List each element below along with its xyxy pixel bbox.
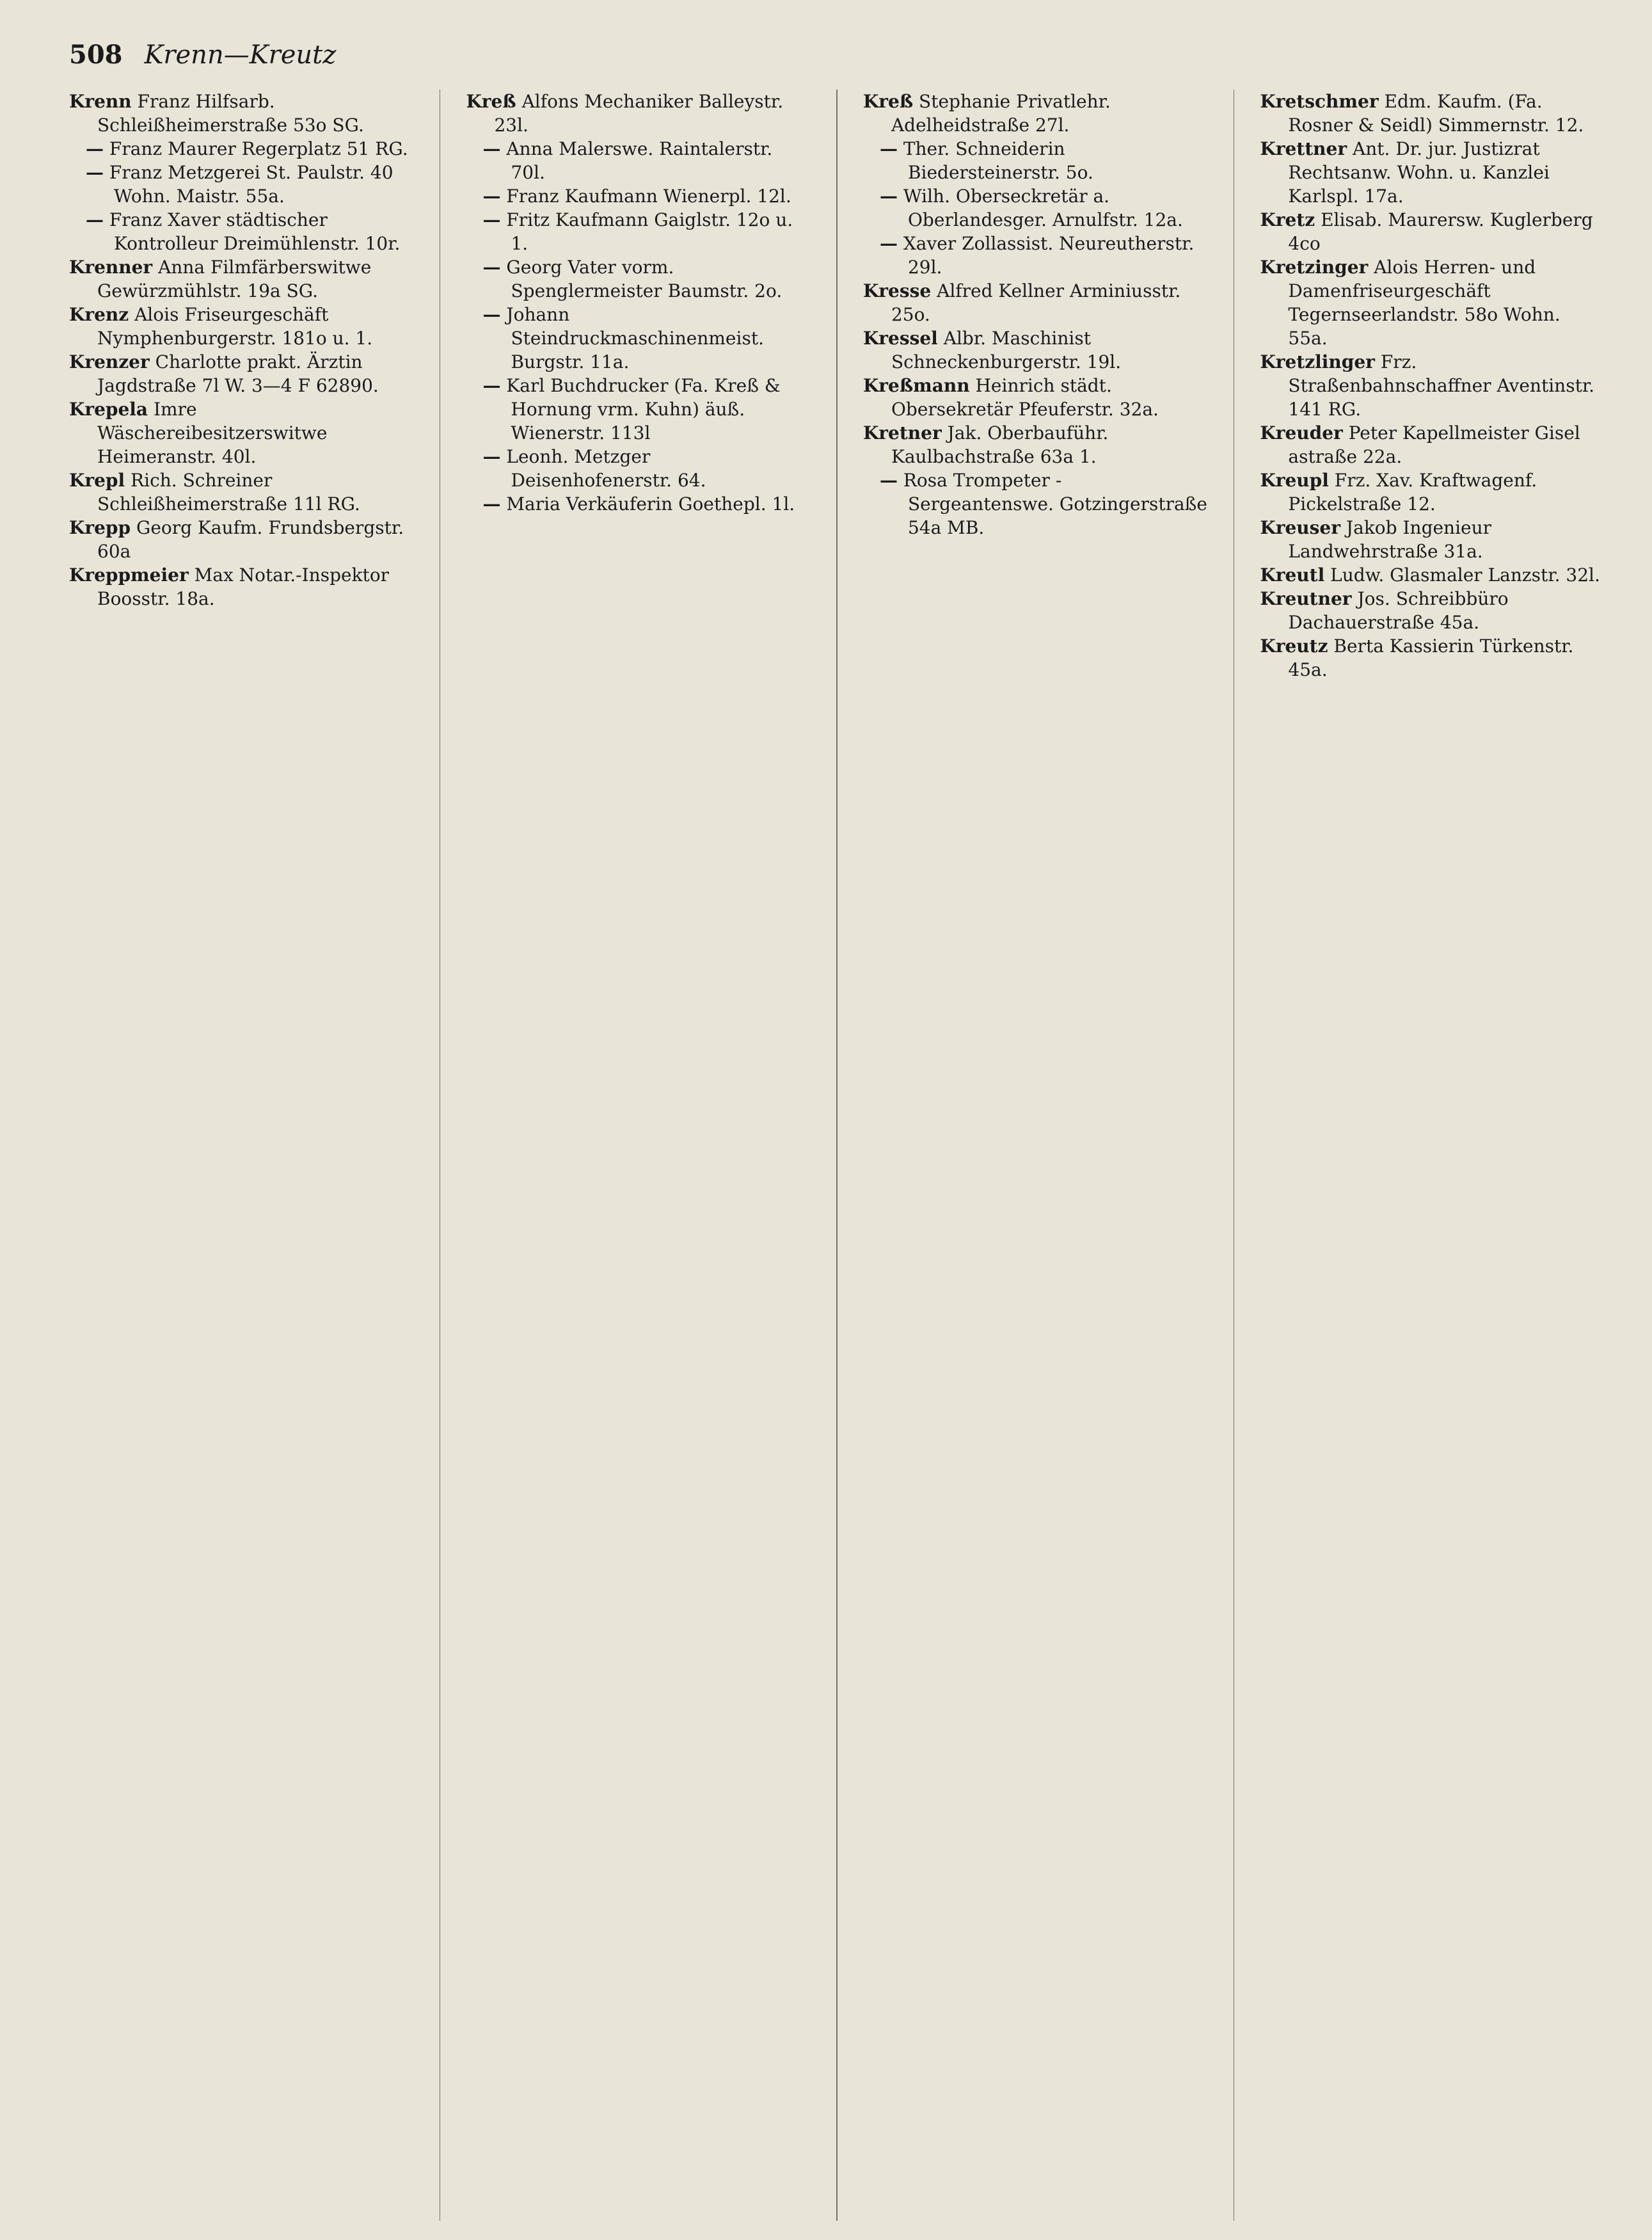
directory-entry	[1260, 587, 1605, 634]
directory-entry	[863, 137, 1208, 184]
entry-surname: Krepela	[69, 399, 148, 420]
entry-text: Leonh. Metzger Deisenhofenerstr. 64.	[506, 446, 706, 491]
directory-entry	[863, 421, 1208, 468]
entry-text: Jakob Ingenieur Landwehrstraße 31a.	[1288, 517, 1492, 562]
entry-surname: Kreuser	[1260, 517, 1340, 538]
directory-entry	[1260, 90, 1605, 137]
directory-entry	[1260, 634, 1605, 682]
directory-entry	[1260, 137, 1605, 208]
entry-surname: Kretzinger	[1260, 257, 1369, 278]
entry-surname: Krettner	[1260, 138, 1347, 159]
entry-surname: Kretschmer	[1260, 91, 1379, 112]
entry-surname: —	[482, 186, 501, 207]
directory-entry	[466, 492, 811, 516]
entry-text: Anna Filmfärberswitwe Gewürzmühlstr. 19a SG.	[97, 257, 372, 301]
column-divider	[440, 90, 441, 2221]
entry-text: Franz Kaufmann Wienerpl. 12l.	[506, 186, 791, 207]
entry-text: Franz Xaver städtischer Kontrolleur Dreimühlenstr. 10r.	[109, 209, 401, 254]
entry-text: Ther. Schneiderin Biedersteinerstr. 5o.	[903, 138, 1093, 183]
entry-surname: Krenner	[69, 257, 153, 278]
entry-text: Peter Kapellmeister Gisel astraße 22a.	[1288, 422, 1580, 467]
entry-surname: —	[482, 375, 501, 396]
entry-text: Berta Kassierin Türkenstr. 45a.	[1288, 636, 1574, 680]
entry-surname: Kreutl	[1260, 564, 1325, 586]
entry-text: Heinrich städt. Obersekretär Pfeuferstr. 32a.	[891, 375, 1159, 420]
entry-surname: Krepl	[69, 470, 125, 491]
directory-entry	[466, 374, 811, 445]
directory-entry	[69, 255, 414, 303]
entry-surname: —	[482, 257, 501, 278]
entry-text: Anna Malerswe. Raintalerstr. 70l.	[506, 138, 773, 183]
directory-entry	[863, 374, 1208, 421]
entry-text: Fritz Kaufmann Gaiglstr. 12o u. 1.	[506, 209, 793, 254]
entry-surname: Kreupl	[1260, 470, 1329, 491]
entry-surname: Krenn	[69, 91, 132, 112]
entry-text: Max Notar.-Inspektor Boosstr. 18a.	[97, 564, 390, 609]
entry-surname: Kreß	[466, 91, 516, 112]
directory-entry	[1260, 468, 1605, 516]
entry-surname: —	[86, 209, 104, 230]
entry-text: Frz. Xav. Kraftwagenf. Pickelstraße 12.	[1288, 470, 1537, 515]
directory-entry	[69, 90, 414, 137]
entry-surname: —	[482, 304, 501, 325]
entry-surname: Kreppmeier	[69, 564, 189, 586]
directory-entry	[863, 468, 1208, 540]
entry-text: Edm. Kaufm. (Fa. Rosner & Seidl) Simmernstr. 12.	[1288, 91, 1584, 136]
page-number: 508	[69, 40, 123, 70]
entry-text: Albr. Maschinist Schneckenburgerstr. 19l.	[891, 328, 1122, 372]
column-divider	[1234, 90, 1235, 2221]
entry-text: Alois Herren- und Damenfriseurgeschäft Tegernseerlandstr. 58o Wohn. 55a.	[1288, 257, 1561, 349]
entry-surname: Kretner	[862, 422, 942, 444]
entry-surname: —	[86, 138, 104, 159]
entry-surname: Kressel	[862, 328, 938, 349]
entry-surname: —	[482, 446, 501, 467]
entry-text: Ant. Dr. jur. Justizrat Rechtsanw. Wohn. u. Kanzlei Karlspl. 17a.	[1288, 138, 1550, 207]
directory-entry	[863, 232, 1208, 279]
directory-entry	[863, 184, 1208, 232]
entry-text: Imre Wäschereibesitzerswitwe Heimeranstr. 40l.	[97, 399, 328, 467]
directory-entry	[69, 161, 414, 208]
entry-text: Rosa Trompeter - Sergeantenswe. Gotzingerstraße 54a MB.	[903, 470, 1207, 538]
entry-surname: Kresse	[862, 280, 932, 301]
entry-text: Alfred Kellner Arminiusstr. 25o.	[891, 280, 1181, 325]
entry-surname: —	[482, 209, 501, 230]
directory-entry	[69, 468, 414, 516]
directory-entry	[1260, 516, 1605, 563]
entry-text: Johann Steindruckmaschinenmeist. Burgstr. 11a.	[506, 304, 764, 372]
entry-surname: Kreßmann	[862, 375, 970, 396]
entry-surname: Kreß	[862, 91, 914, 112]
directory-entry	[69, 397, 414, 468]
entry-text: Georg Vater vorm. Spenglermeister Baumstr. 2o.	[506, 257, 782, 301]
directory-entry	[863, 279, 1208, 326]
entry-text: Maria Verkäuferin Goethepl. 1l.	[506, 493, 795, 515]
column-3	[863, 90, 1208, 2221]
entry-surname: —	[86, 162, 104, 183]
directory-entry	[69, 208, 414, 255]
entry-surname: —	[482, 138, 501, 159]
entry-surname: —	[879, 186, 898, 207]
directory-entry	[466, 137, 811, 184]
directory-entry	[466, 184, 811, 208]
directory-entry	[1260, 563, 1605, 587]
entry-text: Karl Buchdrucker (Fa. Kreß & Hornung vrm. Kuhn) äuß. Wienerstr. 113l	[506, 375, 781, 444]
entry-text: Franz Metzgerei St. Paulstr. 40 Wohn. Maistr. 55a.	[109, 162, 393, 207]
entry-text: Franz Maurer Regerplatz 51 RG.	[109, 138, 408, 159]
entry-range: Krenn—Kreutz	[144, 40, 337, 70]
directory-entry	[466, 208, 811, 255]
directory-entry	[69, 350, 414, 397]
column-4	[1260, 90, 1605, 2221]
entry-text: Alfons Mechaniker Balleystr. 23l.	[494, 91, 784, 136]
directory-entry	[863, 90, 1208, 137]
entry-text: Rich. Schreiner Schleißheimerstraße 11l RG.	[97, 470, 360, 515]
entry-surname: —	[879, 470, 898, 491]
directory-entry	[863, 326, 1208, 374]
directory-entry	[69, 563, 414, 611]
entry-text: Xaver Zollassist. Neureutherstr. 29l.	[903, 233, 1195, 278]
directory-entry	[466, 90, 811, 137]
entry-surname: Kreutz	[1260, 636, 1328, 657]
column-divider	[836, 90, 838, 2221]
directory-columns	[69, 90, 1605, 2221]
entry-text: Alois Friseurgeschäft Nymphenburgerstr. 181o u. 1.	[97, 304, 373, 349]
directory-entry	[466, 303, 811, 374]
entry-surname: Krenzer	[69, 351, 150, 372]
entry-surname: —	[482, 493, 501, 515]
directory-entry	[1260, 208, 1605, 255]
entry-text: Franz Hilfsarb. Schleißheimerstraße 53o SG.	[97, 91, 364, 136]
entry-surname: Krenz	[69, 304, 129, 325]
entry-text: Frz. Straßenbahnschaffner Aventinstr. 141 RG.	[1288, 351, 1595, 420]
entry-text: Stephanie Privatlehr. Adelheidstraße 27l.	[891, 91, 1111, 136]
entry-surname: Kreutner	[1260, 588, 1352, 609]
directory-entry	[1260, 350, 1605, 421]
entry-text: Elisab. Maurersw. Kuglerberg 4co	[1288, 209, 1593, 254]
entry-surname: —	[879, 233, 898, 254]
directory-entry	[466, 255, 811, 303]
entry-surname: Krepp	[69, 517, 131, 538]
entry-surname: Kretz	[1260, 209, 1315, 230]
entry-text: Jak. Oberbauführ. Kaulbachstraße 63a 1.	[891, 422, 1109, 467]
entry-text: Wilh. Oberseckretär a. Oberlandesger. Arnulfstr. 12a.	[903, 186, 1183, 230]
directory-entry	[1260, 421, 1605, 468]
entry-surname: Kreuder	[1260, 422, 1343, 444]
column-1	[69, 90, 414, 2221]
entry-text: Charlotte prakt. Ärztin Jagdstraße 7l W. 3—4 F 62890.	[97, 351, 379, 396]
column-2	[466, 90, 811, 2221]
entry-text: Ludw. Glasmaler Lanzstr. 32l.	[1330, 564, 1600, 586]
directory-entry	[69, 303, 414, 350]
entry-text: Georg Kaufm. Frundsbergstr. 60a	[97, 517, 404, 562]
directory-entry	[1260, 255, 1605, 350]
entry-text: Jos. Schreibbüro Dachauerstraße 45a.	[1288, 588, 1509, 633]
directory-entry	[69, 516, 414, 563]
directory-entry	[466, 445, 811, 492]
entry-surname: —	[879, 138, 898, 159]
directory-entry	[69, 137, 414, 161]
page-header	[69, 40, 1592, 78]
entry-surname: Kretzlinger	[1260, 351, 1375, 372]
